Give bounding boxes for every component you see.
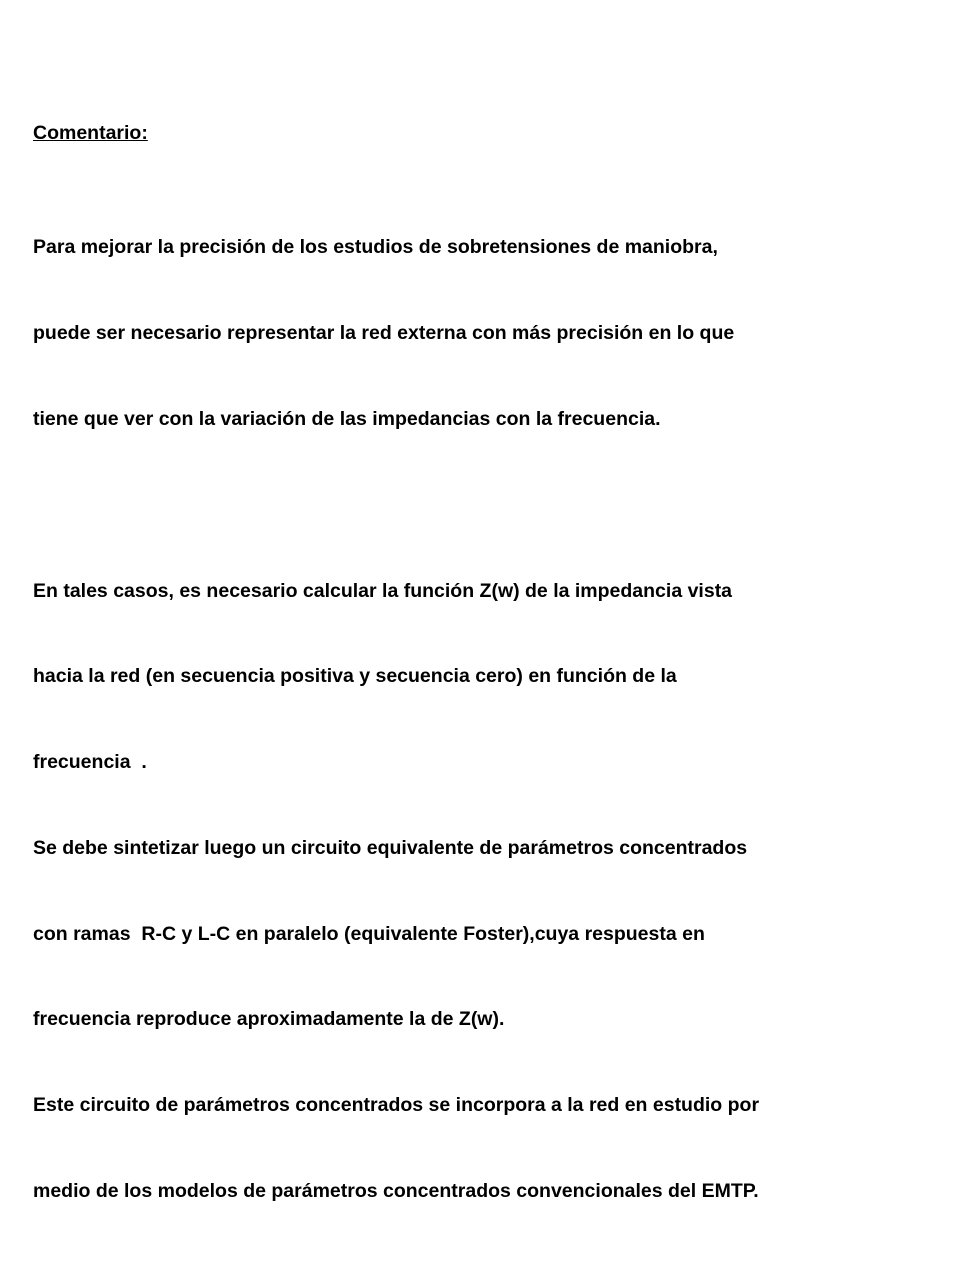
text-line: tiene que ver con la variación de las impedancias con la frecuencia. [33, 407, 661, 430]
text-line: con ramas R-C y L-C en paralelo (equivalente Foster),cuya respuesta en [33, 922, 705, 945]
text-line: frecuencia reproduce aproximadamente la de Z(w). [33, 1008, 505, 1031]
text-line: medio de los modelos de parámetros concentrados convencionales del EMTP. [33, 1179, 759, 1202]
text-line: En tales casos, es necesario calcular la función Z(w) de la impedancia vista [33, 579, 733, 602]
comment-text-block [33, 119, 943, 1263]
paragraph-method [33, 519, 943, 1262]
text-line: Para mejorar la precisión de los estudios de sobretensiones de maniobra, [33, 236, 718, 259]
comment-heading: Comentario: [33, 122, 148, 144]
text-line: Se debe sintetizar luego un circuito equivalente de parámetros concentrados [33, 836, 748, 859]
paragraph-precision [33, 176, 943, 491]
text-line: Este circuito de parámetros concentrados se incorpora a la red en estudio por [33, 1094, 760, 1117]
text-line: puede ser necesario representar la red externa con más precisión en lo que [33, 322, 735, 345]
spacer [33, 148, 943, 177]
text-line: hacia la red (en secuencia positiva y secuencia cero) en función de la [33, 665, 677, 688]
text-line: frecuencia . [33, 751, 147, 774]
spacer [33, 491, 943, 520]
